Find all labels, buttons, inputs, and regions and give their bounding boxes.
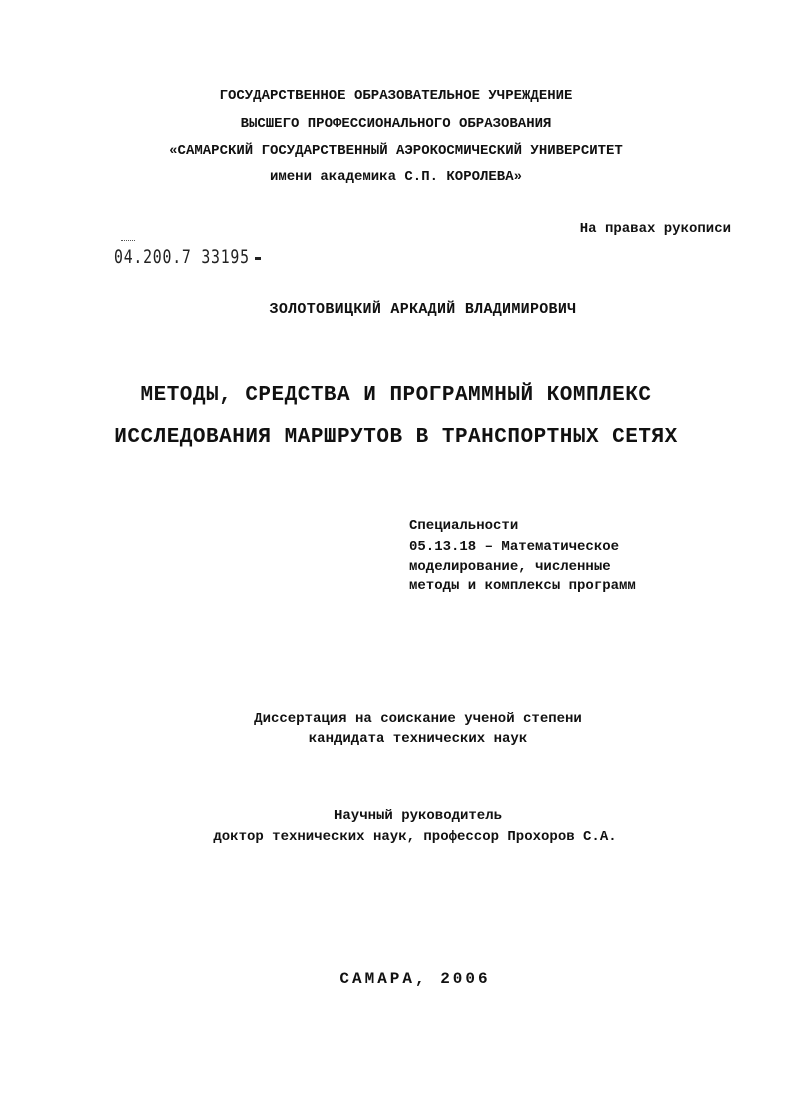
specialty-heading: Специальности [409,518,519,534]
degree-line-1: Диссертация на соискание ученой степени [254,711,582,727]
city-year: САМАРА, 2006 [339,970,491,988]
stamp-dash [255,257,261,260]
institution-line-2: ВЫСШЕГО ПРОФЕССИОНАЛЬНОГО ОБРАЗОВАНИЯ [240,116,552,132]
institution-line-3: «САМАРСКИЙ ГОСУДАРСТВЕННЫЙ АЭРОКОСМИЧЕСКИЙ УНИВЕРСИТЕТ [169,143,623,159]
specialty-line-1: 05.13.18 – Математическое [409,539,620,555]
specialty-line-2: моделирование, численные [409,559,611,575]
thesis-title-line-1: МЕТОДЫ, СРЕДСТВА И ПРОГРАММНЫЙ КОМПЛЕКС [140,384,652,407]
supervisor-label: Научный руководитель [333,808,503,824]
author-name: ЗОЛОТОВИЦКИЙ АРКАДИЙ ВЛАДИМИРОВИЧ [269,301,577,318]
degree-line-2: кандидата технических наук [308,731,528,747]
institution-line-4: имени академика С.П. КОРОЛЕВА» [269,169,523,185]
institution-line-1: ГОСУДАРСТВЕННОЕ ОБРАЗОВАТЕЛЬНОЕ УЧРЕЖДЕНИЕ [219,88,573,104]
stamp-mark [121,240,135,242]
thesis-title-line-2: ИССЛЕДОВАНИЯ МАРШРУТОВ В ТРАНСПОРТНЫХ СЕТЯХ [114,426,678,449]
manuscript-note: На правах рукописи [579,221,731,237]
specialty-line-3: методы и комплексы программ [409,578,636,594]
supervisor-name: доктор технических наук, профессор Прохоров С.А. [213,829,617,845]
registration-stamp: 04.200.7 33195 [114,246,250,268]
